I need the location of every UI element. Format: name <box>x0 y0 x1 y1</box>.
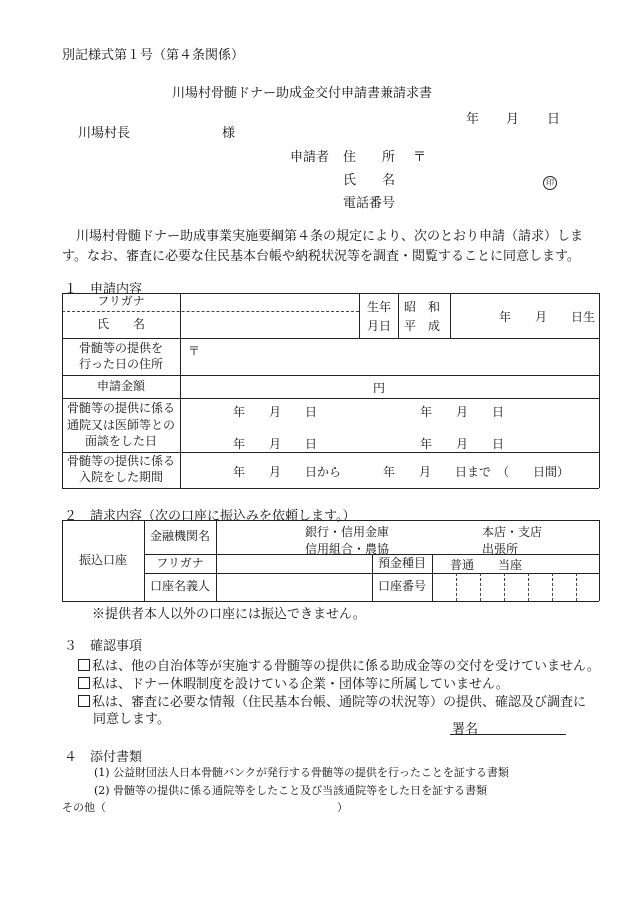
date-month[interactable]: 月 <box>506 112 520 127</box>
era-showa[interactable]: 昭 和 <box>404 300 441 314</box>
visit-date-1[interactable]: 年 月 日 <box>233 405 318 419</box>
birth-date-field[interactable]: 年 月 日生 <box>499 310 596 324</box>
address-label: 住 所 <box>343 150 396 165</box>
deposit-type-options[interactable]: 普通 当座 <box>450 558 523 572</box>
era-heisei[interactable]: 平 成 <box>404 319 441 333</box>
bank-type-1[interactable]: 銀行・信用金庫 <box>305 525 390 539</box>
confirm-item-3[interactable]: 私は、審査に必要な情報（住民基本台帳、通院等の状況等）の提供、確認及び調査に <box>78 691 586 710</box>
visit-date-4[interactable]: 年 月 日 <box>420 437 505 451</box>
date-year[interactable]: 年 <box>466 112 480 127</box>
intro-line-2: す。なお、審査に必要な住民基本台帳や納税状況等を調査・閲覧することに同意します。 <box>62 249 580 264</box>
checkbox-1[interactable] <box>78 659 90 671</box>
section2-heading: ２ 請求内容（次の口座に振込みを依頼します。） <box>64 509 356 524</box>
visit-date-3[interactable]: 年 月 日 <box>233 437 318 451</box>
addressee-honorific: 様 <box>222 126 236 141</box>
addressee: 川場村長 <box>78 126 131 141</box>
document-title: 川場村骨髄ドナー助成金交付申請書兼請求書 <box>172 86 433 101</box>
bank-type-2[interactable]: 信用組合・農協 <box>305 542 390 556</box>
name-label: 氏 名 <box>343 173 396 188</box>
hospitalization-to[interactable]: 年 月 日まで （ 日間） <box>383 465 570 479</box>
form-number: 別記様式第１号（第４条関係） <box>62 48 245 63</box>
signature-line[interactable] <box>450 734 566 735</box>
confirm-item-3-cont: 同意します。 <box>93 712 170 727</box>
branch-type-1[interactable]: 本店・支店 <box>482 525 543 539</box>
amount-label: 申請金額 <box>96 378 145 393</box>
bank-name-label: 金融機関名 <box>149 529 210 544</box>
section1-heading: １ 申請内容 <box>64 282 143 297</box>
deposit-type-label: 預金種目 <box>377 555 426 570</box>
applicant-label: 申請者 <box>290 150 330 165</box>
checkbox-2[interactable] <box>78 677 90 689</box>
provision-address-label: 骨髄等の提供を 行った日の住所 <box>78 340 163 371</box>
hospitalization-from[interactable]: 年 月 日から <box>233 465 342 479</box>
seal-icon: 印 <box>543 170 557 190</box>
attachment-item-1: (1) 公益財団法人日本骨髄バンクが発行する骨髄等の提供を行ったことを証する書類 <box>94 766 509 779</box>
attachment-other[interactable]: その他（ ） <box>62 801 348 814</box>
signature-label: 署名 <box>452 722 479 737</box>
visit-label: 骨髄等の提供に係る 通院又は医師等との 面談をした日 <box>66 400 175 449</box>
account-holder-label: 口座名義人 <box>149 579 210 594</box>
section4-heading: ４ 添付書類 <box>64 750 143 765</box>
account-note: ※提供者本人以外の口座には振込できません。 <box>92 607 366 622</box>
provision-address-field[interactable]: 〒 <box>188 344 201 358</box>
account-holder-field[interactable] <box>217 574 371 600</box>
name-label: 氏 名 <box>96 316 145 331</box>
furigana-label: フリガナ <box>97 294 145 309</box>
confirm-item-2[interactable]: 私は、ドナー休暇制度を設けている企業・団体等に所属していません。 <box>78 673 509 692</box>
hospitalization-label: 骨髄等の提供に係る 入院をした期間 <box>66 454 175 484</box>
account-number-field[interactable] <box>433 574 598 600</box>
section3-heading: ３ 確認事項 <box>64 639 143 654</box>
checkbox-3[interactable] <box>78 695 90 707</box>
birth-label-2: 月日 <box>367 319 392 333</box>
transfer-account-label: 振込口座 <box>78 552 127 567</box>
phone-label: 電話番号 <box>343 196 396 211</box>
date-day[interactable]: 日 <box>547 112 561 127</box>
amount-field[interactable]: 円 <box>373 381 386 395</box>
intro-line-1: 川場村骨髄ドナー助成事業実施要綱第４条の規定により、次のとおり申請（請求）しま <box>76 229 584 244</box>
branch-type-2[interactable]: 出張所 <box>482 542 519 556</box>
birth-label-1: 生年 <box>367 300 392 314</box>
furigana-field[interactable] <box>181 294 358 310</box>
applicant-postal-mark[interactable]: 〒 <box>413 150 427 165</box>
account-furigana-label: フリガナ <box>156 555 204 570</box>
confirm-item-1[interactable]: 私は、他の自治体等が実施する骨髄等の提供に係る助成金等の交付を受けていません。 <box>78 655 600 674</box>
attachment-item-2: (2) 骨髄等の提供に係る通院等をしたこと及び当該通院等をした日を証する書類 <box>94 784 488 797</box>
visit-date-2[interactable]: 年 月 日 <box>420 405 505 419</box>
account-number-label: 口座番号 <box>377 579 426 594</box>
name-field[interactable] <box>181 312 358 337</box>
